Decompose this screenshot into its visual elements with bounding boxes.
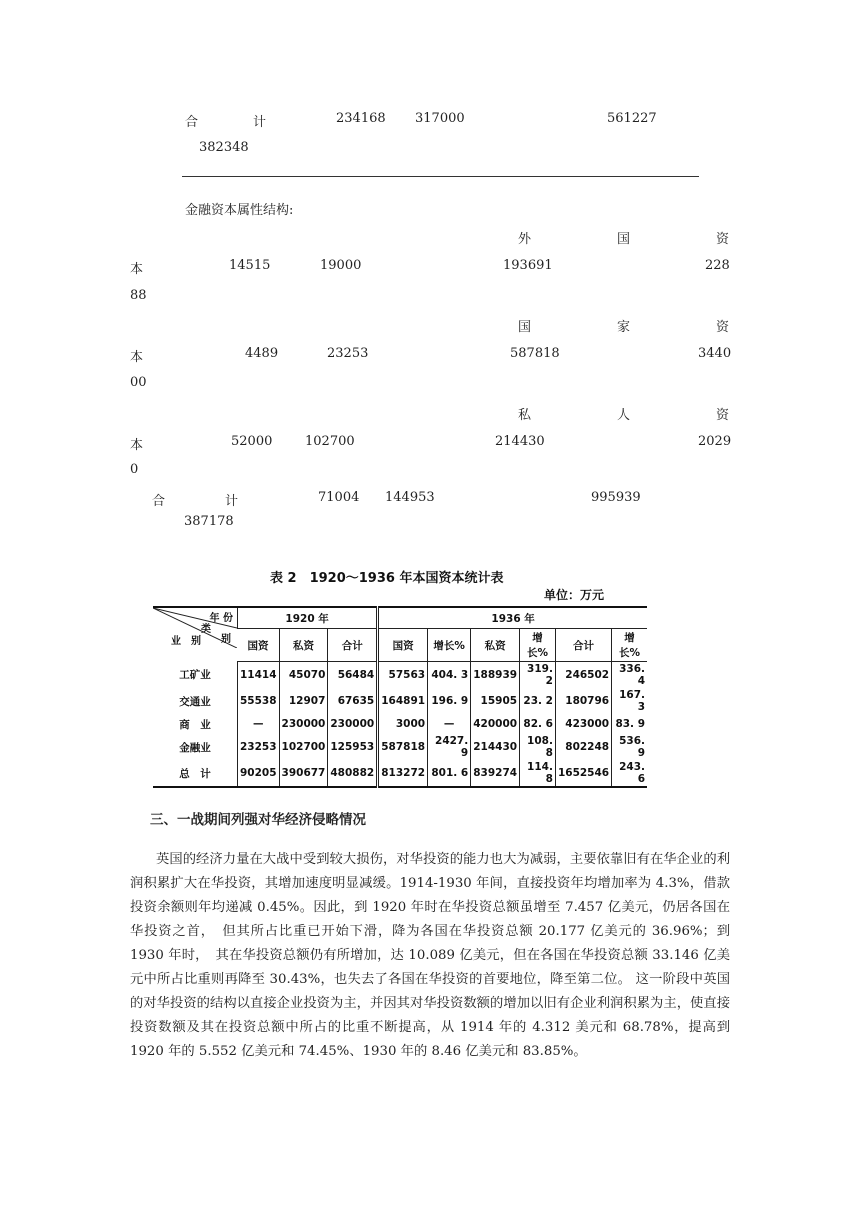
- private-value-4b: 0: [130, 462, 139, 477]
- table-row: [153, 760, 647, 787]
- table-cell: 45070: [279, 662, 328, 689]
- table-cell: 196. 9: [428, 688, 471, 714]
- foreign-char-2: 国: [617, 232, 631, 247]
- table-row: [153, 714, 647, 734]
- header-1936: 1936 年: [378, 607, 647, 629]
- state-char-2: 家: [617, 320, 631, 335]
- private-value-4a: 2029: [698, 434, 732, 449]
- table-row: [153, 734, 647, 760]
- foreign-char-1: 外: [518, 232, 532, 247]
- table-cell: 11414: [238, 662, 280, 689]
- table-unit: 单位：万元: [544, 588, 605, 602]
- row-label: 金融业: [179, 741, 211, 754]
- horizontal-rule: [182, 176, 699, 177]
- private-value-3: 214430: [495, 434, 545, 449]
- private-value-1: 52000: [231, 434, 273, 449]
- table-cell: 801. 6: [428, 760, 471, 787]
- state-char-4: 本: [130, 350, 144, 365]
- table-cell: 813272: [378, 760, 428, 787]
- subheader-cell: 合计: [328, 629, 378, 662]
- state-char-3: 资: [716, 320, 730, 335]
- foreign-char-4: 本: [130, 262, 144, 277]
- total2-label-2: 计: [225, 494, 239, 509]
- subheader-cell: 增长%: [520, 629, 556, 662]
- table-cell: 90205: [238, 760, 280, 787]
- state-char-1: 国: [518, 320, 532, 335]
- table-cell: 23253: [238, 734, 280, 760]
- table-cell: 536. 9: [612, 734, 647, 760]
- table-cell: 102700: [279, 734, 328, 760]
- state-value-4a: 3440: [698, 346, 732, 361]
- total-label-1: 合: [185, 115, 199, 130]
- private-char-2: 人: [617, 408, 631, 423]
- table-cell: 319. 2: [520, 662, 556, 689]
- subheader-cell: 私资: [471, 629, 520, 662]
- section-heading: 三、一战期间列强对华经济侵略情况: [150, 812, 366, 828]
- table-cell: 230000: [328, 714, 378, 734]
- total-label-2: 计: [253, 115, 267, 130]
- corner-year-label: 年 份: [209, 613, 233, 624]
- state-value-1: 4489: [245, 346, 279, 361]
- table-cell: 180796: [555, 688, 611, 714]
- corner-cat2-label: 别: [221, 634, 231, 645]
- table-row: [153, 662, 647, 689]
- subheader-cell: 增长%: [612, 629, 647, 662]
- table-cell: 230000: [279, 714, 328, 734]
- subheader-cell: 国资: [378, 629, 428, 662]
- total2-label-1: 合: [152, 494, 166, 509]
- table-cell: 587818: [378, 734, 428, 760]
- table-cell: 336. 4: [612, 662, 647, 689]
- foreign-value-3: 193691: [503, 258, 553, 273]
- private-value-2: 102700: [305, 434, 355, 449]
- table-cell: 3000: [378, 714, 428, 734]
- subheader-cell: 国资: [238, 629, 280, 662]
- state-value-4b: 00: [130, 375, 147, 390]
- foreign-char-3: 资: [716, 232, 730, 247]
- total2-value-2: 144953: [385, 490, 435, 505]
- total-value-4: 382348: [199, 140, 249, 155]
- table-corner-cell: [153, 607, 238, 662]
- table-cell: 55538: [238, 688, 280, 714]
- table-cell: 246502: [555, 662, 611, 689]
- table-title: 表 2 1920～1936 年本国资本统计表: [270, 571, 504, 586]
- table-row: [153, 688, 647, 714]
- foreign-value-4b: 88: [130, 288, 147, 303]
- table-cell: 480882: [328, 760, 378, 787]
- table-cell: 2427. 9: [428, 734, 471, 760]
- table-cell: 114. 8: [520, 760, 556, 787]
- table-cell: —: [428, 714, 471, 734]
- total2-value-4: 387178: [184, 514, 234, 529]
- table-cell: 188939: [471, 662, 520, 689]
- subtitle: 金融资本属性结构:: [185, 203, 294, 218]
- foreign-value-4a: 228: [705, 258, 730, 273]
- row-label: 工矿业: [179, 669, 211, 682]
- table-cell: 164891: [378, 688, 428, 714]
- table-cell: 23. 2: [520, 688, 556, 714]
- table-cell: —: [238, 714, 280, 734]
- private-char-4: 本: [130, 438, 144, 453]
- body-paragraph: 英国的经济力量在大战中受到较大损伤，对华投资的能力也大为减弱，主要依靠旧有在华企业的利润积累扩大在华投资，其增加速度明显减缓。1914-1930 年间，直接投资年均增加率为 4.3%，借款投资余额则年均递减 0.45%。因此，到 1920 年时在华投资总额虽增至 7.457 亿美元，仍居各国在华投资之首， 但其所占比重已开始下滑，降为各国在华投资总额 20.177 亿美元的 36.96%；到 1930 年时， 其在华投资总额仍有所增加，达 10.089 亿美元，但在各国在华投资总额 33.146 亿美元中所占比重则再降至 30.43%，也失去了各国在华投资的首要地位，降至第二位。 这一阶段中英国的对华投资的结构以直接企业投资为主，并因其对华投资数额的增加以旧有企业利润积累为主，使直接投资数额及其在投资总额中所占的比重不断提高，从 1914 年的 4.312 美元和 68.78%，提高到 1920 年的 5.552 亿美元和 74.45%、1930 年的 8.46 亿美元和 83.85%。: [130, 852, 730, 1059]
- capital-statistics-table: [153, 606, 647, 788]
- subheader-cell: 私资: [279, 629, 328, 662]
- table-cell: 802248: [555, 734, 611, 760]
- subheader-cell: 增长%: [428, 629, 471, 662]
- table-cell: 108. 8: [520, 734, 556, 760]
- table-cell: 214430: [471, 734, 520, 760]
- private-char-1: 私: [518, 408, 532, 423]
- table-cell: 82. 6: [520, 714, 556, 734]
- table-cell: 404. 3: [428, 662, 471, 689]
- table-header-years: [153, 607, 647, 629]
- table-cell: 56484: [328, 662, 378, 689]
- total2-value-1: 71004: [318, 490, 360, 505]
- row-label: 商 业: [179, 718, 211, 731]
- foreign-value-2: 19000: [320, 258, 362, 273]
- total-value-2: 317000: [415, 111, 465, 126]
- table-cell: 423000: [555, 714, 611, 734]
- row-label: 总 计: [179, 767, 211, 780]
- table-cell: 839274: [471, 760, 520, 787]
- table-cell: 57563: [378, 662, 428, 689]
- total-value-3: 561227: [607, 111, 657, 126]
- subheader-cell: 合计: [555, 629, 611, 662]
- table-cell: 1652546: [555, 760, 611, 787]
- table-cell: 243. 6: [612, 760, 647, 787]
- table-cell: 12907: [279, 688, 328, 714]
- table-cell: 390677: [279, 760, 328, 787]
- total-value-1: 234168: [336, 111, 386, 126]
- private-char-3: 资: [716, 408, 730, 423]
- table-cell: 15905: [471, 688, 520, 714]
- row-label: 交通业: [179, 695, 211, 708]
- table-cell: 167. 3: [612, 688, 647, 714]
- table-cell: 67635: [328, 688, 378, 714]
- table-cell: 83. 9: [612, 714, 647, 734]
- total2-value-3: 995939: [591, 490, 641, 505]
- corner-cat-label: 类: [201, 624, 211, 635]
- corner-industry-label: 业 别: [171, 636, 201, 647]
- state-value-3: 587818: [510, 346, 560, 361]
- foreign-value-1: 14515: [229, 258, 271, 273]
- table-cell: 420000: [471, 714, 520, 734]
- table-cell: 125953: [328, 734, 378, 760]
- header-1920: 1920 年: [238, 607, 378, 629]
- state-value-2: 23253: [327, 346, 369, 361]
